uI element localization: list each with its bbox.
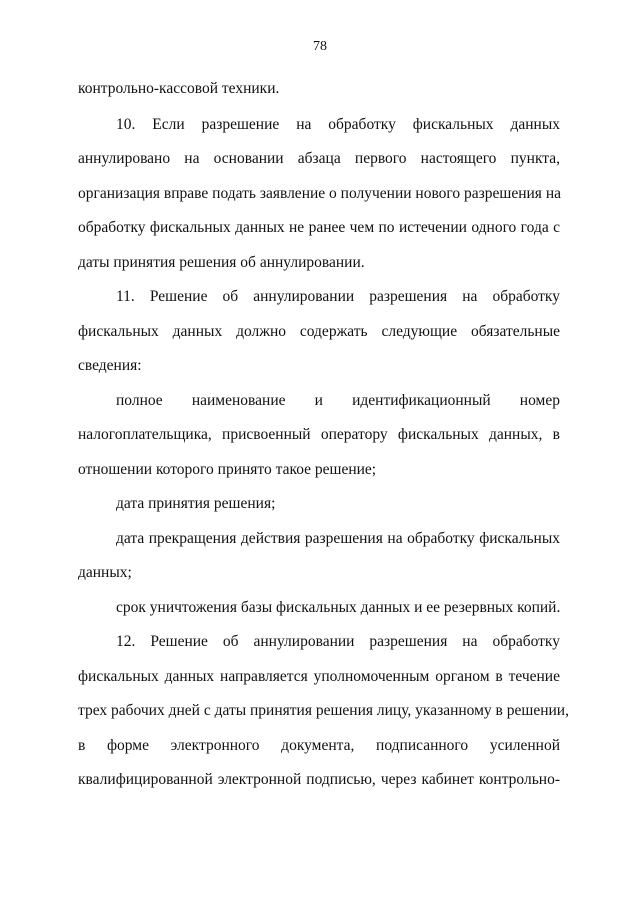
text-line: дата принятия решения; <box>116 495 276 512</box>
text-line: отношении которого принято такое решение; <box>78 461 377 478</box>
text-line: организация вправе подать заявление о получении нового разрешения на <box>78 185 561 202</box>
text-line: 12. Решение об аннулировании разрешения на обработку <box>116 633 560 650</box>
text-line: сведения: <box>78 357 142 374</box>
text-line: аннулировано на основании абзаца первого настоящего пункта, <box>78 150 560 167</box>
text-line: полное наименование и идентификационный номер <box>116 392 560 409</box>
page-number: 78 <box>313 39 327 54</box>
text-line: в форме электронного документа, подписанного усиленной <box>78 737 560 754</box>
text-line: фискальных данных направляется уполномоченным органом в течение <box>78 668 560 685</box>
text-line: контрольно-кассовой техники. <box>78 80 280 97</box>
text-line: дата прекращения действия разрешения на обработку фискальных <box>116 530 560 547</box>
text-line: обработку фискальных данных не ранее чем по истечении одного года с <box>78 219 560 236</box>
text-line: налогоплательщика, присвоенный оператору фискальных данных, в <box>78 426 560 443</box>
text-line: фискальных данных должно содержать следующие обязательные <box>78 323 560 340</box>
text-line: квалифицированной электронной подписью, через кабинет контрольно- <box>78 771 560 788</box>
text-line: 10. Если разрешение на обработку фискальных данных <box>116 116 560 133</box>
text-line: данных; <box>78 564 132 581</box>
text-line: срок уничтожения базы фискальных данных и ее резервных копий. <box>116 599 561 616</box>
text-line: трех рабочих дней с даты принятия решения лицу, указанному в решении, <box>78 702 569 719</box>
text-line: даты принятия решения об аннулировании. <box>78 254 365 271</box>
text-line: 11. Решение об аннулировании разрешения на обработку <box>116 288 560 305</box>
